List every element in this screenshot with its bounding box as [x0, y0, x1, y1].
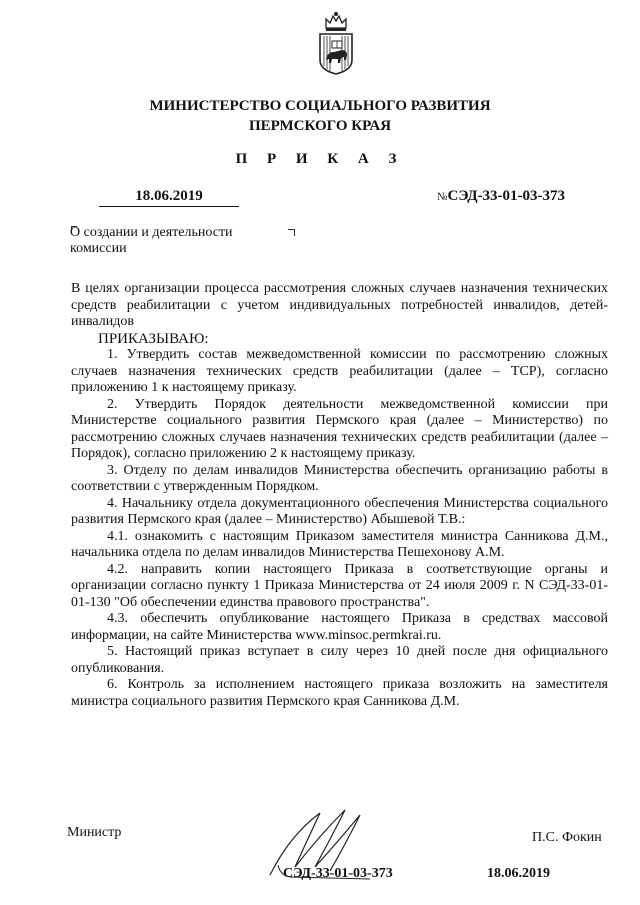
order-item-4-2: 4.2. направить копии настоящего Приказа в соответствующие органы и организации согласно пункту 1 Приказа Министерства от 24 июля 2009 г. N СЭД-33-01-01-130 "Об обеспечении единства правового пространства".: [71, 561, 608, 610]
ministry-line-2: ПЕРМСКОГО КРАЯ: [248, 118, 392, 134]
document-type: П Р И К А З: [235, 151, 405, 167]
footer-document-number: СЭД-33-01-03-373: [283, 866, 393, 881]
document-date: 18.06.2019: [99, 186, 239, 207]
order-item-3: 3. Отделу по делам инвалидов Министерства обеспечить организацию работы в соответствии с утвержденным Порядком.: [71, 462, 608, 494]
footer-document-date: 18.06.2019: [487, 866, 550, 881]
order-item-4: 4. Начальнику отдела документационного обеспечения Министерства социального развития Пермского края (далее – Министерство) Абышевой Т.В.:: [71, 495, 608, 527]
ministry-name: [0, 96, 640, 136]
coat-of-arms-icon: [317, 10, 355, 76]
subject-line-1: О создании и деятельности: [70, 225, 233, 240]
document-number: [437, 186, 565, 207]
ministry-line-1: МИНИСТЕРСТВО СОЦИАЛЬНОГО РАЗВИТИЯ: [149, 98, 491, 114]
order-item-6: 6. Контроль за исполнением настоящего приказа возложить на заместителя министра социального развития Пермского края Санникова Д.М.: [71, 677, 608, 709]
subject-bracket-right: [288, 229, 295, 236]
signer-role: Министр: [67, 825, 122, 840]
order-item-1: 1. Утвердить состав межведомственной комиссии по рассмотрению сложных случаев назначения технических средств реабилитации (далее – ТСР), согласно приложению 1 к настоящему приказу.: [71, 347, 608, 395]
order-item-5: 5. Настоящий приказ вступает в силу через 10 дней после дня официального опубликования.: [71, 644, 608, 676]
document-body: [71, 281, 608, 710]
number-sign: №: [437, 191, 448, 203]
order-item-4-1: 4.1. ознакомить с настоящим Приказом заместителя министра Санникова Д.М., начальника отдела по делам инвалидов Министерства Пешехонову А.М.: [71, 528, 608, 560]
number-value: СЭД-33-01-03-373: [447, 188, 566, 204]
body-intro: В целях организации процесса рассмотрения сложных случаев назначения технических средств реабилитации с учетом индивидуальных потребностей инвалидов, детей-инвалидов: [71, 281, 608, 329]
signer-name: П.С. Фокин: [532, 830, 602, 845]
order-item-2: 2. Утвердить Порядок деятельности межведомственной комиссии при Министерстве социального развития Пермского края (далее – Министерство) по рассмотрению сложных случаев назначения технических средств реабилитации (далее – Порядок), согласно приложению 2 к настоящему приказу.: [71, 396, 608, 461]
order-item-4-3: 4.3. обеспечить опубликование настоящего Приказа в средствах массовой информации, на сайте Министерства www.minsoc.permkrai.ru.: [71, 611, 608, 643]
subject-line-2: комиссии: [70, 241, 127, 256]
document-subject: [70, 225, 233, 257]
order-word: ПРИКАЗЫВАЮ:: [98, 330, 209, 347]
